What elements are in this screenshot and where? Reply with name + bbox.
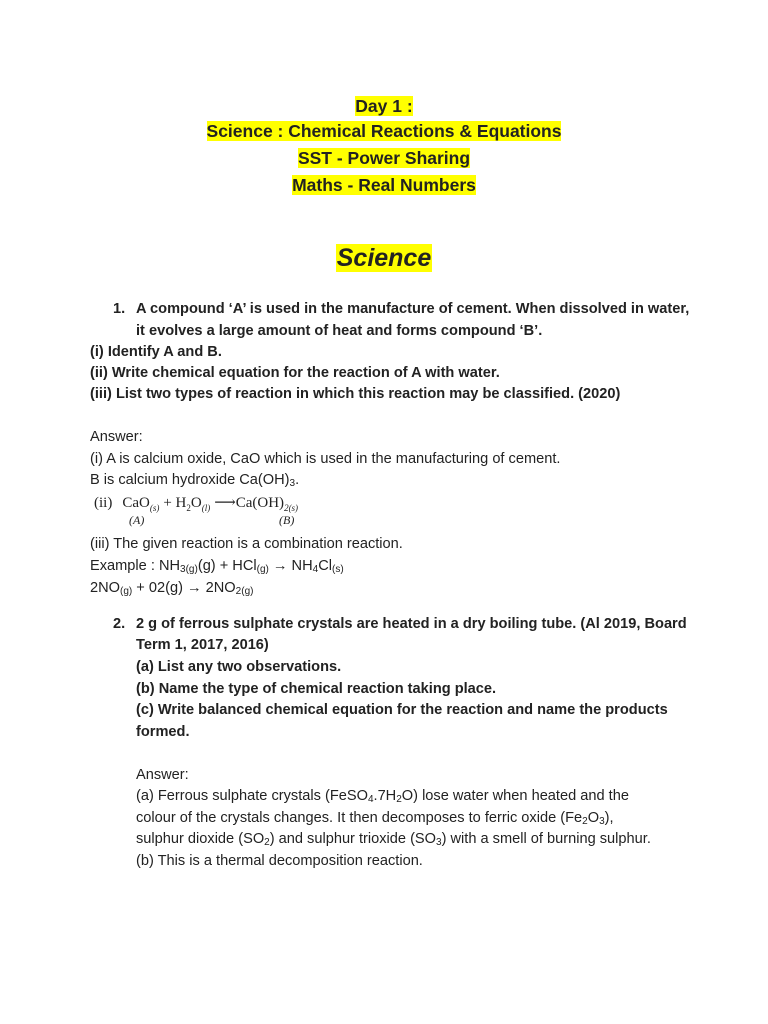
header-maths <box>0 174 768 196</box>
eq-cao: CaO <box>122 495 150 511</box>
q1-example1 <box>90 556 344 580</box>
q2-answer-label: Answer: <box>136 767 189 783</box>
ex-mid: (g) + HCl <box>197 558 257 574</box>
ex-3g: 3(g) <box>180 564 198 575</box>
eq-o: O <box>190 495 202 511</box>
q1-ans-b-post: . <box>295 472 300 488</box>
q1-part-ii: (ii) Write chemical equation for the reaction of A with water. <box>90 365 500 381</box>
ex-label: Example : NH <box>90 558 181 574</box>
header-sst <box>0 147 768 169</box>
header-day-text: Day 1 : <box>355 96 413 116</box>
q1-equation <box>94 493 354 533</box>
q2-a3-s1: 2 <box>264 837 270 848</box>
eq-product: Ca(OH) <box>235 495 285 511</box>
q1-answer-label: Answer: <box>90 429 143 445</box>
q2-a1-pre: (a) Ferrous sulphate crystals (FeSO <box>136 788 368 804</box>
ex2-mid: + 02(g) → 2NO <box>132 580 236 596</box>
eq-h2o-state: (l) <box>201 503 211 514</box>
ex2-no: 2NO <box>90 580 121 596</box>
ex-g1: (g) <box>256 564 269 575</box>
q2-a2-s2: 3 <box>599 816 605 827</box>
eq-label-a: (A) <box>129 513 145 527</box>
section-title-text: Science <box>336 244 432 272</box>
ex2-g1: (g) <box>120 586 133 597</box>
q1-part-i: (i) Identify A and B. <box>90 344 222 360</box>
q2-a3-post: ) with a smell of burning sulphur. <box>441 831 651 847</box>
q2-a1-post: O) lose water when heated and the <box>401 788 629 804</box>
q2-a2-s1: 2 <box>582 816 588 827</box>
eq-product-state: 2(s) <box>284 503 299 514</box>
eq-prefix: (ii) <box>94 495 113 511</box>
q2-part-c1: (c) Write balanced chemical equation for the reaction and name the products <box>136 702 668 718</box>
q1-ans-b <box>90 470 299 494</box>
eq-plus-h: + H <box>163 495 187 511</box>
q1-ans-b-sub: 3 <box>289 478 296 489</box>
q2-a1-s1: 4 <box>367 794 374 805</box>
ex-cl: Cl <box>318 558 332 574</box>
section-title <box>0 241 768 275</box>
q2-part-b: (b) Name the type of chemical reaction taking place. <box>136 681 497 697</box>
header-science <box>0 120 768 142</box>
header-maths-text: Maths - Real Numbers <box>292 175 476 195</box>
header-day <box>0 95 768 117</box>
q2-line1: 2 g of ferrous sulphate crystals are heated in a dry boiling tube. (Al 2019, Board <box>136 616 687 632</box>
eq-arrow: ⟶ <box>214 495 236 511</box>
q2-a2-post: ), <box>604 810 614 826</box>
q2-a3-pre: sulphur dioxide (SO <box>136 831 265 847</box>
q2-a1-s2: 2 <box>396 794 402 805</box>
q2-a2-mid: O <box>587 810 600 826</box>
eq-h2o-2: 2 <box>186 503 191 514</box>
q2-ans-b: (b) This is a thermal decomposition reaction. <box>136 853 423 869</box>
eq-cao-state: (s) <box>149 503 160 514</box>
q1-number: 1. <box>113 301 126 317</box>
eq-label-b: (B) <box>279 513 295 527</box>
ex-s: (s) <box>332 564 344 575</box>
q1-line2: it evolves a large amount of heat and forms compound ‘B’. <box>136 323 543 339</box>
q2-number: 2. <box>113 616 126 632</box>
ex-4: 4 <box>312 564 319 575</box>
ex2-2g: 2(g) <box>235 586 254 597</box>
q2-line2: Term 1, 2017, 2016) <box>136 637 269 653</box>
q2-a3-mid: ) and sulphur trioxide (SO <box>269 831 437 847</box>
header-science-text: Science : Chemical Reactions & Equations <box>206 121 562 141</box>
q1-ans-iii: (iii) The given reaction is a combination reaction. <box>90 536 403 552</box>
q2-a2-pre: colour of the crystals changes. It then decomposes to ferric oxide (Fe <box>136 810 583 826</box>
header-sst-text: SST - Power Sharing <box>297 148 471 168</box>
q2-a1-mid: .7H <box>373 788 397 804</box>
q1-line1: A compound ‘A’ is used in the manufacture of cement. When dissolved in water, <box>136 301 690 317</box>
q2-ans-a1 <box>136 786 629 810</box>
q2-part-a: (a) List any two observations. <box>136 659 342 675</box>
q1-example2 <box>90 578 253 602</box>
q1-ans-b-pre: B is calcium hydroxide Ca(OH) <box>90 472 290 488</box>
ex-arrow: → NH <box>268 558 313 574</box>
q2-a3-s2: 3 <box>436 837 442 848</box>
q2-part-c2: formed. <box>136 724 190 740</box>
q1-ans-i: (i) A is calcium oxide, CaO which is used in the manufacturing of cement. <box>90 451 561 467</box>
q2-ans-a3 <box>136 829 651 853</box>
q1-part-iii: (iii) List two types of reaction in which this reaction may be classified. (2020) <box>90 386 621 402</box>
